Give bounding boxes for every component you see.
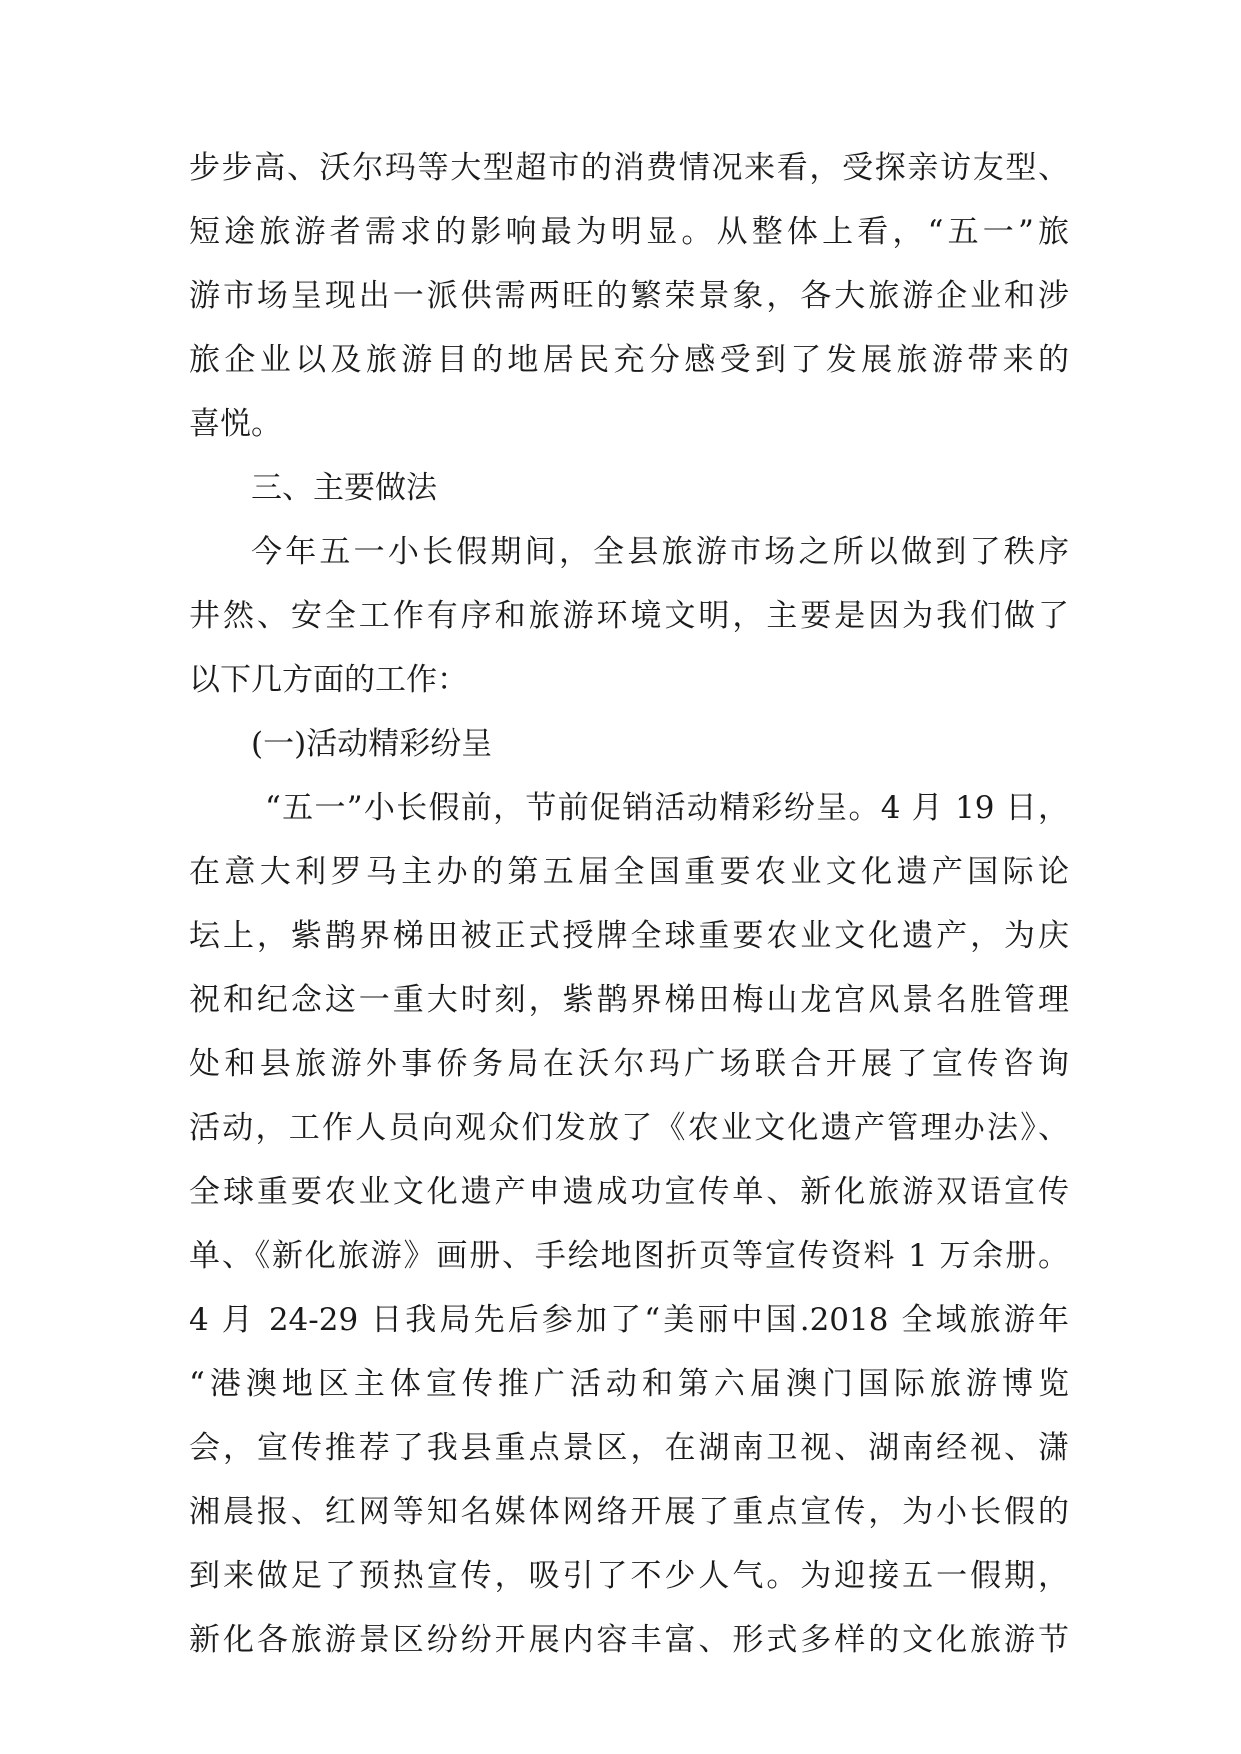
- paragraph-line: 单、《新化旅游》画册、手绘地图折页等宣传资料 1 万余册。: [189, 1238, 1069, 1274]
- paragraph-line: 祝和纪念这一重大时刻，紫鹊界梯田梅山龙宫风景名胜管理: [189, 982, 1069, 1018]
- paragraph-line: 短途旅游者需求的影响最为明显。从整体上看，“五一”旅: [189, 214, 1069, 250]
- paragraph-line: 喜悦。: [189, 406, 282, 442]
- paragraph-line: 4 月 24-29 日我局先后参加了“美丽中国.2018 全域旅游年: [189, 1302, 1069, 1338]
- paragraph-line: 湘晨报、红网等知名媒体网络开展了重点宣传，为小长假的: [189, 1494, 1069, 1530]
- paragraph-line: 到来做足了预热宣传，吸引了不少人气。为迎接五一假期，: [189, 1558, 1069, 1594]
- paragraph-line: 处和县旅游外事侨务局在沃尔玛广场联合开展了宣传咨询: [189, 1046, 1069, 1082]
- paragraph-line: 游市场呈现出一派供需两旺的繁荣景象，各大旅游企业和涉: [189, 278, 1069, 314]
- section-heading: 三、主要做法: [251, 470, 437, 506]
- paragraph-line: 今年五一小长假期间，全县旅游市场之所以做到了秩序: [251, 534, 1069, 570]
- paragraph-line: 在意大利罗马主办的第五届全国重要农业文化遗产国际论: [189, 854, 1069, 890]
- paragraph-line: 活动，工作人员向观众们发放了《农业文化遗产管理办法》、: [189, 1110, 1069, 1146]
- paragraph-line: 会，宣传推荐了我县重点景区，在湖南卫视、湖南经视、潇: [189, 1430, 1069, 1466]
- paragraph-line: “港澳地区主体宣传推广活动和第六届澳门国际旅游博览: [189, 1366, 1069, 1402]
- paragraph-line: 全球重要农业文化遗产申遗成功宣传单、新化旅游双语宣传: [189, 1174, 1069, 1210]
- paragraph-line: 步步高、沃尔玛等大型超市的消费情况来看，受探亲访友型、: [189, 150, 1069, 186]
- paragraph-line: 井然、安全工作有序和旅游环境文明，主要是因为我们做了: [189, 598, 1069, 634]
- paragraph-line: “五一”小长假前，节前促销活动精彩纷呈。4 月 19 日，: [265, 790, 1069, 826]
- paragraph-line: 新化各旅游景区纷纷开展内容丰富、形式多样的文化旅游节: [189, 1622, 1069, 1658]
- paragraph-line: 以下几方面的工作：: [189, 662, 468, 698]
- paragraph-line: 坛上，紫鹊界梯田被正式授牌全球重要农业文化遗产，为庆: [189, 918, 1069, 954]
- subsection-heading: (一)活动精彩纷呈: [251, 726, 493, 762]
- paragraph-line: 旅企业以及旅游目的地居民充分感受到了发展旅游带来的: [189, 342, 1069, 378]
